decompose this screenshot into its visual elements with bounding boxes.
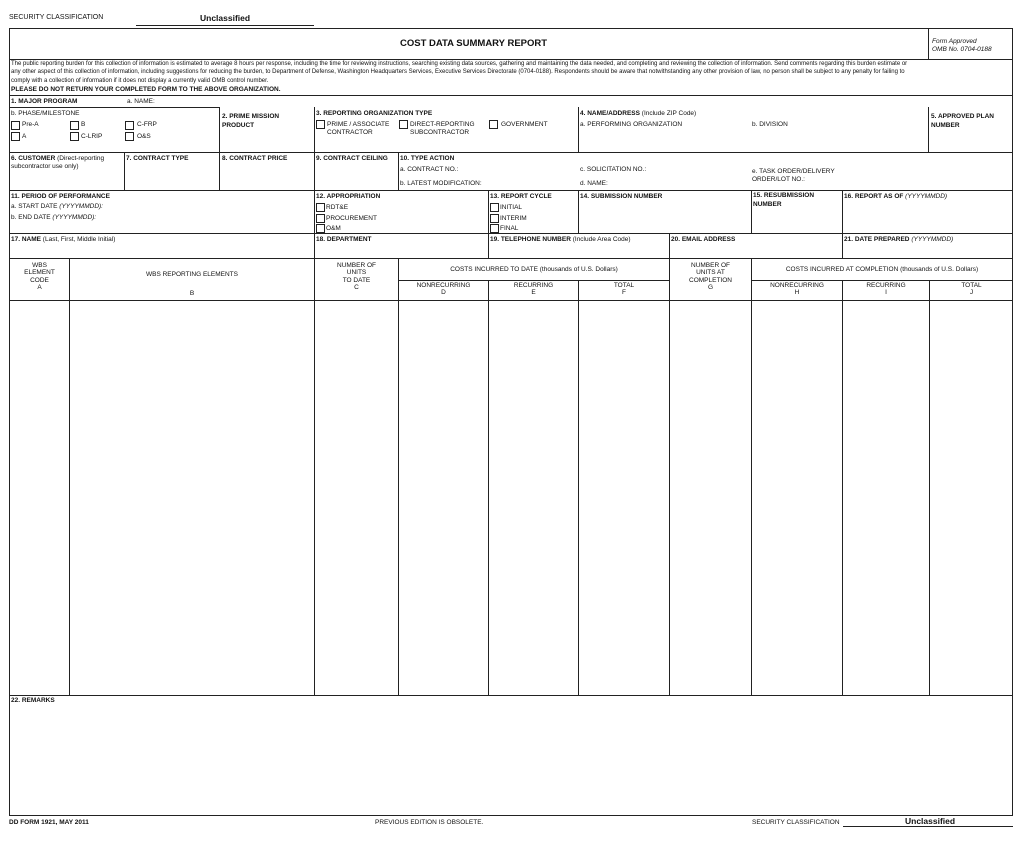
previous-edition-note: PREVIOUS EDITION IS OBSOLETE. <box>375 819 484 826</box>
divider <box>488 233 489 258</box>
prime-mission-product-label: PRODUCT <box>222 122 255 129</box>
telephone-label <box>490 236 631 243</box>
divider <box>219 152 220 190</box>
col-f-letter: F <box>622 289 626 297</box>
interim-label: INTERIM <box>500 215 527 222</box>
customer-label <box>11 155 104 162</box>
start-date-text: a. START DATE <box>11 203 58 210</box>
col-j-letter: J <box>969 289 974 297</box>
initial-label: INITIAL <box>500 204 523 211</box>
government-checkbox[interactable] <box>489 120 498 129</box>
task-order-label: e. TASK ORDER/DELIVERY <box>752 168 835 175</box>
start-date-format: (YYYYMMDD): <box>59 203 103 210</box>
department-label: 18. DEPARTMENT <box>316 236 372 243</box>
prime-associate-label: PRIME / ASSOCIATE <box>327 121 390 128</box>
name-format: (Last, First, Middle Initial) <box>42 236 116 243</box>
col-b-line: WBS REPORTING ELEMENTS <box>146 271 238 278</box>
name-address-title: 4. NAME/ADDRESS <box>580 110 640 117</box>
col-a-line: CODE <box>30 276 49 284</box>
divider <box>314 190 315 233</box>
d-name-label: d. NAME: <box>580 180 608 187</box>
initial-checkbox[interactable] <box>490 203 499 212</box>
col-h-header <box>752 282 842 297</box>
col-f-header <box>579 282 669 297</box>
col-d-line: NONRECURRING <box>416 282 471 289</box>
end-date-label <box>11 214 96 221</box>
notice-line: comply with a collection of information if it does not display a currently valid OMB control number. <box>11 78 269 84</box>
divider <box>842 233 843 258</box>
name-title: 17. NAME <box>11 236 41 243</box>
col-i-letter: I <box>885 289 887 297</box>
email-label: 20. EMAIL ADDRESS <box>671 236 736 243</box>
security-classification-value: Unclassified <box>905 816 956 826</box>
divider <box>578 190 579 233</box>
col-a-line: WBS <box>32 262 47 269</box>
divider <box>9 190 1013 191</box>
reporting-org-label: 3. REPORTING ORGANIZATION TYPE <box>316 110 433 117</box>
date-prepared-format: (YYYYMMDD) <box>911 236 954 243</box>
col-c-letter: C <box>354 284 359 292</box>
customer-title: 6. CUSTOMER <box>11 155 56 162</box>
divider <box>9 107 219 108</box>
divider <box>9 233 1013 234</box>
column-line <box>488 280 489 695</box>
divider <box>488 190 489 233</box>
column-line <box>929 280 930 695</box>
c-lrip-checkbox[interactable] <box>70 132 79 141</box>
prime-associate-checkbox[interactable] <box>316 120 325 129</box>
resubmission-label: 15. RESUBMISSION <box>753 192 815 199</box>
divider <box>314 233 315 258</box>
costs-at-completion-group-header: COSTS INCURRED AT COMPLETION (thousands of U.S. Dollars) <box>785 266 979 273</box>
type-action-label: 10. TYPE ACTION <box>400 155 455 162</box>
col-i-line: RECURRING <box>866 282 906 289</box>
end-date-format: (YYYYMMDD): <box>52 214 97 221</box>
divider <box>669 233 670 258</box>
column-line <box>578 280 579 695</box>
divider <box>398 280 670 281</box>
notice-warning: PLEASE DO NOT RETURN YOUR COMPLETED FORM TO THE ABOVE ORGANIZATION. <box>11 86 281 93</box>
column-line <box>669 258 670 695</box>
divider <box>314 152 315 190</box>
submission-number-label: 14. SUBMISSION NUMBER <box>580 193 663 200</box>
divider <box>9 152 1013 153</box>
final-checkbox[interactable] <box>490 224 499 233</box>
a-label: A <box>22 133 27 140</box>
customer-note-2: subcontractor use only) <box>11 163 79 170</box>
direct-reporting-label-2: SUBCONTRACTOR <box>410 129 470 136</box>
security-classification-value: Unclassified <box>200 13 251 23</box>
name-address-label <box>580 110 696 117</box>
appropriation-label: 12. APPROPRIATION <box>316 193 381 200</box>
prime-mission-label: 2. PRIME MISSION <box>222 113 280 120</box>
col-g-line: NUMBER OF <box>691 262 730 269</box>
divider <box>578 107 579 152</box>
security-classification-label: SECURITY CLASSIFICATION <box>9 14 104 21</box>
pre-a-label: Pre-A <box>22 121 39 128</box>
col-f-line: TOTAL <box>613 282 635 289</box>
report-cycle-label: 13. REPORT CYCLE <box>490 193 552 200</box>
final-label: FINAL <box>500 225 519 232</box>
col-j-line: TOTAL <box>961 282 982 289</box>
date-prepared-title: 21. DATE PREPARED <box>844 236 910 243</box>
rdte-checkbox[interactable] <box>316 203 325 212</box>
col-i-header <box>843 282 929 297</box>
om-label: O&M <box>326 225 341 232</box>
contract-type-label: 7. CONTRACT TYPE <box>126 155 189 162</box>
divider <box>9 258 1013 259</box>
date-prepared-label <box>844 236 953 243</box>
form-id: DD FORM 1921, MAY 2011 <box>9 819 89 826</box>
telephone-title: 19. TELEPHONE NUMBER <box>490 236 571 243</box>
col-a-line: ELEMENT <box>24 269 55 277</box>
period-of-performance-label: 11. PERIOD OF PERFORMANCE <box>11 193 110 200</box>
government-label: GOVERNMENT <box>501 121 548 128</box>
col-c-header <box>315 262 398 292</box>
column-line <box>751 258 752 695</box>
performing-org-label: a. PERFORMING ORGANIZATION <box>580 121 683 128</box>
security-underline <box>136 25 314 26</box>
col-a-header <box>10 262 69 292</box>
latest-modification-label: b. LATEST MODIFICATION: <box>400 180 482 187</box>
include-zip-note: (Include ZIP Code) <box>641 110 697 117</box>
approved-plan-number-label: NUMBER <box>931 122 960 129</box>
col-j-header <box>930 282 1013 297</box>
rdte-label: RDT&E <box>326 204 349 211</box>
divider <box>928 107 929 152</box>
divider <box>9 300 1013 301</box>
b-checkbox[interactable] <box>70 121 79 130</box>
divider <box>314 107 315 152</box>
remarks-label: 22. REMARKS <box>11 697 55 704</box>
contract-no-label: a. CONTRACT NO.: <box>400 166 459 173</box>
report-as-of-label <box>844 193 947 200</box>
divider <box>398 152 399 190</box>
prime-associate-label-2: CONTRACTOR <box>327 129 373 136</box>
col-g-line: UNITS AT <box>696 269 725 277</box>
col-h-line: NONRECURRING <box>770 282 824 289</box>
divider <box>842 190 843 233</box>
col-a-letter: A <box>37 284 42 292</box>
column-line <box>398 258 399 695</box>
column-line <box>314 258 315 695</box>
costs-to-date-group-header: COSTS INCURRED TO DATE (thousands of U.S. Dollars) <box>450 266 618 273</box>
col-c-line: NUMBER OF <box>337 262 376 269</box>
major-program-label: 1. MAJOR PROGRAM <box>11 98 78 105</box>
form-approved-label: Form Approved <box>932 38 977 45</box>
report-as-of-format: (YYYYMMDD) <box>905 193 948 200</box>
col-h-letter: H <box>794 289 800 297</box>
name-label <box>11 236 115 243</box>
col-e-header <box>489 282 578 297</box>
phase-milestone-label: b. PHASE/MILESTONE <box>11 110 80 117</box>
col-e-letter: E <box>531 289 536 297</box>
c-lrip-label: C-LRIP <box>81 133 103 140</box>
pre-a-checkbox[interactable] <box>11 121 20 130</box>
customer-note: (Direct-reporting <box>57 155 105 162</box>
security-underline <box>843 826 1013 827</box>
column-line <box>69 258 70 695</box>
telephone-format: (Include Area Code) <box>572 236 631 243</box>
form-frame <box>9 28 1013 816</box>
procurement-checkbox[interactable] <box>316 214 325 223</box>
direct-reporting-label: DIRECT-REPORTING <box>410 121 475 128</box>
c-frp-label: C-FRP <box>137 121 157 128</box>
resubmission-number-label: NUMBER <box>753 201 782 208</box>
procurement-label: PROCUREMENT <box>326 215 377 222</box>
task-order-label-2: ORDER/LOT NO.: <box>752 176 805 183</box>
divider <box>751 280 1013 281</box>
col-g-letter: G <box>707 284 714 292</box>
divider <box>9 95 1013 96</box>
report-as-of-title: 16. REPORT AS OF <box>844 193 904 200</box>
security-classification-label: SECURITY CLASSIFICATION <box>752 819 840 826</box>
omb-number: OMB No. 0704-0188 <box>932 46 992 53</box>
divider <box>9 695 1013 696</box>
a-checkbox[interactable] <box>11 132 20 141</box>
col-c-line: TO DATE <box>342 276 371 284</box>
col-e-line: RECURRING <box>513 282 554 289</box>
om-checkbox[interactable] <box>316 224 325 233</box>
approved-plan-label: 5. APPROVED PLAN <box>931 113 994 120</box>
col-b-letter: B <box>189 290 195 297</box>
os-checkbox[interactable] <box>125 132 134 141</box>
col-d-header <box>399 282 488 297</box>
column-line <box>842 280 843 695</box>
os-label: O&S <box>137 133 151 140</box>
c-frp-checkbox[interactable] <box>125 121 134 130</box>
form-title: COST DATA SUMMARY REPORT <box>400 38 548 49</box>
direct-reporting-checkbox[interactable] <box>399 120 408 129</box>
start-date-label <box>11 203 103 210</box>
contract-ceiling-label: 9. CONTRACT CEILING <box>316 155 388 162</box>
interim-checkbox[interactable] <box>490 214 499 223</box>
col-g-line: COMPLETION <box>689 276 732 284</box>
title-divider <box>928 28 929 60</box>
col-b-header <box>70 271 314 278</box>
end-date-text: b. END DATE <box>11 214 51 221</box>
divider <box>9 59 1013 60</box>
notice-line: The public reporting burden for this collection of information is estimated to average 8 hours per response, including the time for reviewing instructions, searching existing data sources, gathering and maintaining the data needed, and completing and reviewing the collection of information. Send comments regarding this burden estimate or <box>11 61 908 67</box>
col-c-line: UNITS <box>346 269 367 277</box>
b-label: B <box>81 121 86 128</box>
divider <box>751 190 752 233</box>
divider <box>124 152 125 190</box>
col-d-letter: D <box>441 289 446 297</box>
notice-line: any other aspect of this collection of information, including suggestions for reducing the burden, to Department of Defense, Washington Headquarters Services, Executive Services Directorate (0704-0188). Respondents should be aware that notwithstanding any other provision of law, no person shall be subject to any penalty for failing to <box>11 69 905 75</box>
col-g-header <box>670 262 751 292</box>
division-label: b. DIVISION <box>752 121 788 128</box>
contract-price-label: 8. CONTRACT PRICE <box>222 155 288 162</box>
divider <box>219 107 220 152</box>
program-name-label: a. NAME: <box>127 98 155 105</box>
solicitation-label: c. SOLICITATION NO.: <box>580 166 647 173</box>
